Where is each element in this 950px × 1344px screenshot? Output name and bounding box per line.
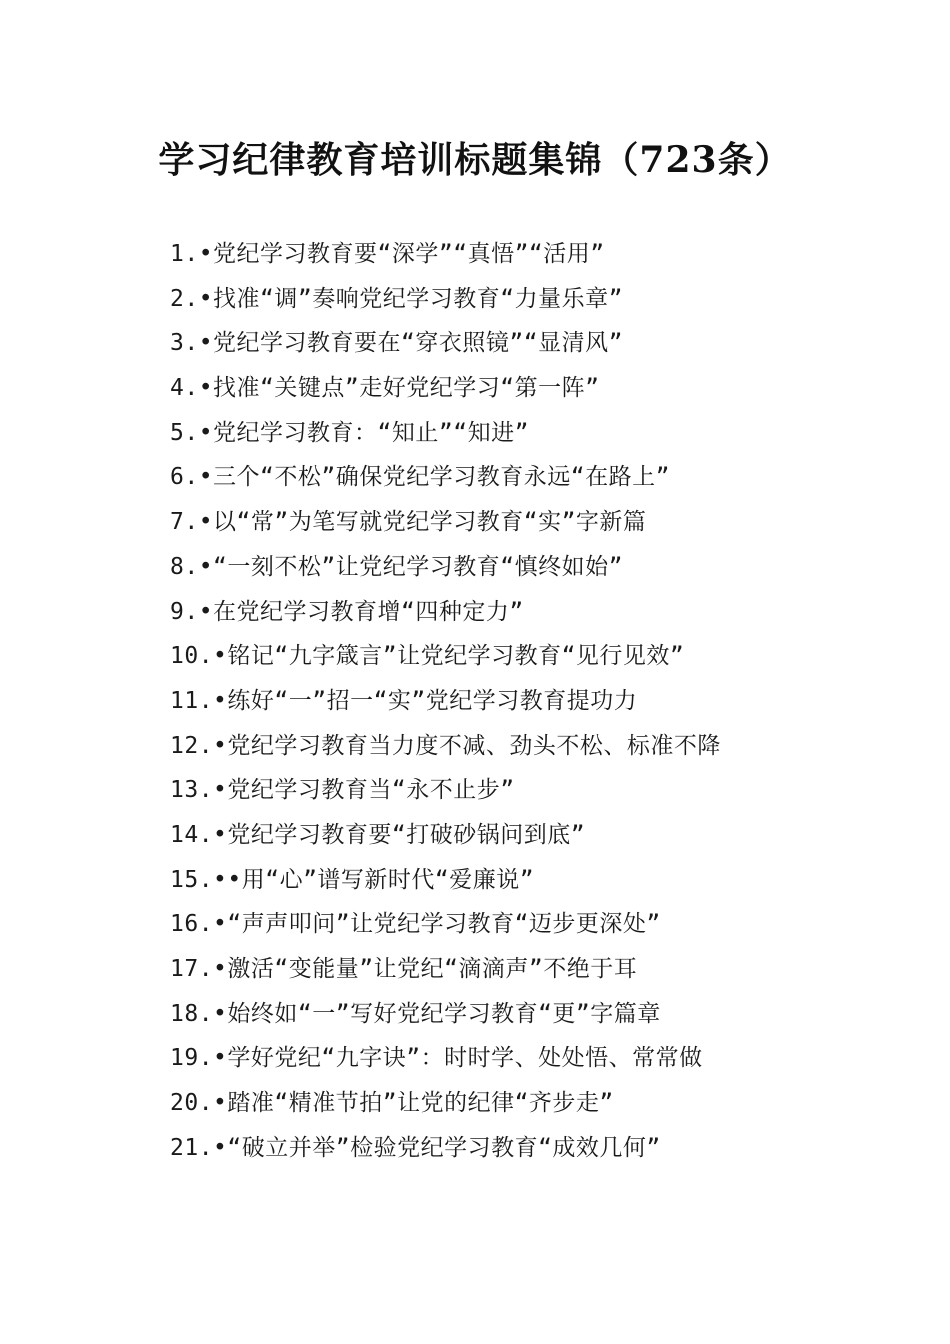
list-item: 16.•“声声叩问”让党纪学习教育“迈步更深处” [170,911,661,938]
list-item: 13.•党纪学习教育当“永不止步” [170,777,515,804]
list-item: 9.•在党纪学习教育增“四种定力” [170,598,524,625]
list-item: 14.•党纪学习教育要“打破砂锅问到底” [170,821,586,848]
list-item: 12.•党纪学习教育当力度不减、劲头不松、标准不降 [170,732,721,759]
list-item: 7.•以“常”为笔写就党纪学习教育“实”字新篇 [170,509,647,536]
list-item: 11.•练好“一”招一“实”党纪学习教育提功力 [170,687,638,714]
list-item: 4.•找准“关键点”走好党纪学习“第一阵” [170,375,600,402]
list-item: 18.•始终如“一”写好党纪学习教育“更”字篇章 [170,1000,661,1027]
list-item: 2.•找准“调”奏响党纪学习教育“力量乐章” [170,285,623,312]
list-item: 3.•党纪学习教育要在“穿衣照镜”“显清风” [170,330,623,357]
list-item: 21.•“破立并举”检验党纪学习教育“成效几何” [170,1134,661,1161]
list-item: 8.•“一刻不松”让党纪学习教育“慎终如始” [170,553,623,580]
list-item: 10.•铭记“九字箴言”让党纪学习教育“见行见效” [170,643,685,670]
headline-list [170,232,870,1170]
document-title: 学习纪律教育培训标题集锦（723条） [158,139,792,181]
list-item: 5.•党纪学习教育：“知止”“知进” [170,419,529,446]
list-item: 20.•踏准“精准节拍”让党的纪律“齐步走” [170,1090,614,1117]
list-item: 6.•三个“不松”确保党纪学习教育永远“在路上” [170,464,670,491]
list-item: 17.•激活“变能量”让党纪“滴滴声”不绝于耳 [170,956,638,982]
list-item: 1.•党纪学习教育要“深学”“真悟”“活用” [170,241,605,267]
list-item: 19.•学好党纪“九字诀”：时时学、处处悟、常常做 [170,1045,703,1072]
list-item: 15.••用“心”谱写新时代“爱廉说” [170,866,535,893]
